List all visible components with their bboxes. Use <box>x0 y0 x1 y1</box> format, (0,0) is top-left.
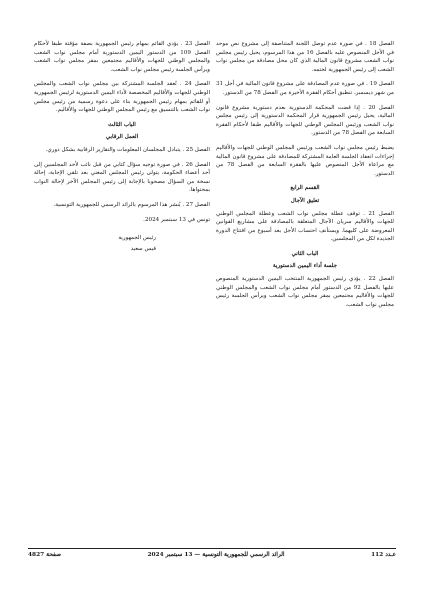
article-24: الفصل 24 . تُعقد الجلسة المشتركة بين مجلس نواب الشعب والمجلس الوطني للجهات والأقاليم المخصصة لأداء اليمين الدستورية لرئيس الجمهورية أو للقائم بمهام رئيس الجمهورية بناء على دعوة رسمية من رئيس مجلس نواب الشعب بالتنسيق مع رئيس المجلس الوطني للجهات والأقاليم. <box>34 81 210 114</box>
chapter-3-heading: الباب الثالث <box>108 121 136 128</box>
article-26: الفصل 26 . في صورة توجيه سؤال كتابي من قبل نائب لأحد المجلسين إلى أحد أعضاء الحكومة، يتولى رئيس المجلس المعني بعد تلقي الإجابة، إحالة نسخة من السؤال مصحوبا بالإجابة إلى رئيس المجلس الآخر لإحالة النواب بمحتواها. <box>34 161 210 194</box>
article-19: الفصل 19 . في صورة عدم المصادقة على مشروع قانون المالية في أجل 31 من شهر ديسمبر، تنطبق أحكام الفقرة الأخيرة من الفصل 78 من الدستور. <box>216 81 394 96</box>
issue-number: عـدد 112 <box>371 552 396 558</box>
chapter-2-title: جلسة أداء اليمين الدستورية <box>272 263 338 270</box>
signer-title: رئيس الجمهورية <box>118 235 156 242</box>
section-4-title: تعليق الآجال <box>290 197 320 204</box>
page-number: صفحة 4827 <box>28 552 61 558</box>
article-20-paragraph-2: يضبط رئيس مجلس نواب الشعب ورئيس المجلس الوطني للجهات والأقاليم إجراءات انعقاد الجلسة العامة المشتركة للمصادقة على مشروع قانون المالية مع مراعاة الأجل المنصوص عليها بالفقرة السابعة من الفصل 78 من الدستور. <box>216 144 394 177</box>
chapter-2-heading: الباب الثاني <box>291 250 319 257</box>
decree-date: تونس في 13 سبتمبر 2024. <box>143 216 210 223</box>
signer-name: قيس سعيد <box>130 245 156 252</box>
chapter-3-title: العمل الرقابي <box>105 134 139 141</box>
left-column <box>34 40 210 255</box>
article-18: الفصل 18 . في صورة عدم توصل اللجنة المتناصفة إلى مشروع نص موحد في الأجل المنصوص عليه بالفصل 16 من هذا المرسوم، يحيل رئيس مجلس نواب الشعب مشروع قانون المالية الذي كان محل مصادقة من مجلس نواب الشعب إلى رئيس الجمهورية لختمه. <box>216 41 394 73</box>
article-25: الفصل 25 . يتبادل المجلسان المعلومات والتقارير الرقابية بشكل دوري. <box>45 146 210 153</box>
right-column <box>216 40 394 315</box>
gazette-title: الرائد الرسمي للجمهورية التونسية — 13 سبتمبر 2024 <box>147 552 285 558</box>
article-22: الفصل 22 . يؤدي رئيس الجمهورية المنتخب اليمين الدستورية المنصوص عليها بالفصل 92 من الدستور أمام مجلس نواب الشعب والمجلس الوطني للجهات والأقاليم مجتمعين بمقر مجلس نواب الشعب ويرأس الجلسة رئيس مجلس نواب الشعب. <box>216 276 394 308</box>
article-21: الفصل 21 . توقف عطلة مجلس نواب الشعب وعطلة المجلس الوطني للجهات والأقاليم سريان الآجال المتعلقة بالمصادقة على مشاريع القوانين المعروضة على كليهما. ويستأنف احتساب الأجل بعد أسبوع من افتتاح الدورة الجديدة لكل من المجلسين. <box>216 210 394 243</box>
article-20: الفصل 20 . إذا قضت المحكمة الدستورية بعدم دستورية مشروع قانون المالية، يحيل رئيس الجمهورية قرار المحكمة الدستورية إلى رئيس مجلس نواب الشعب ورئيس المجلس الوطني للجهات والأقاليم طبقا لأحكام الفقرة السابعة من الفصل 78 من الدستور. <box>216 104 394 137</box>
page-footer <box>28 548 396 558</box>
section-4-heading: القسم الرابع <box>290 185 320 192</box>
article-27: الفصل 27 . يُنشر هذا المرسوم بالرائد الرسمي للجمهورية التونسية. <box>53 201 210 208</box>
article-23: الفصل 23 . يؤدي القائم بمهام رئيس الجمهورية بصفة مؤقتة طبقا لأحكام الفصل 109 من الدستور اليمين الدستورية أمام مجلس نواب الشعب والمجلس الوطني للجهات والأقاليم مجتمعين بمقر مجلس نواب الشعب ويرأس الجلسة رئيس مجلس نواب الشعب. <box>34 41 210 73</box>
signature-block <box>34 234 210 253</box>
